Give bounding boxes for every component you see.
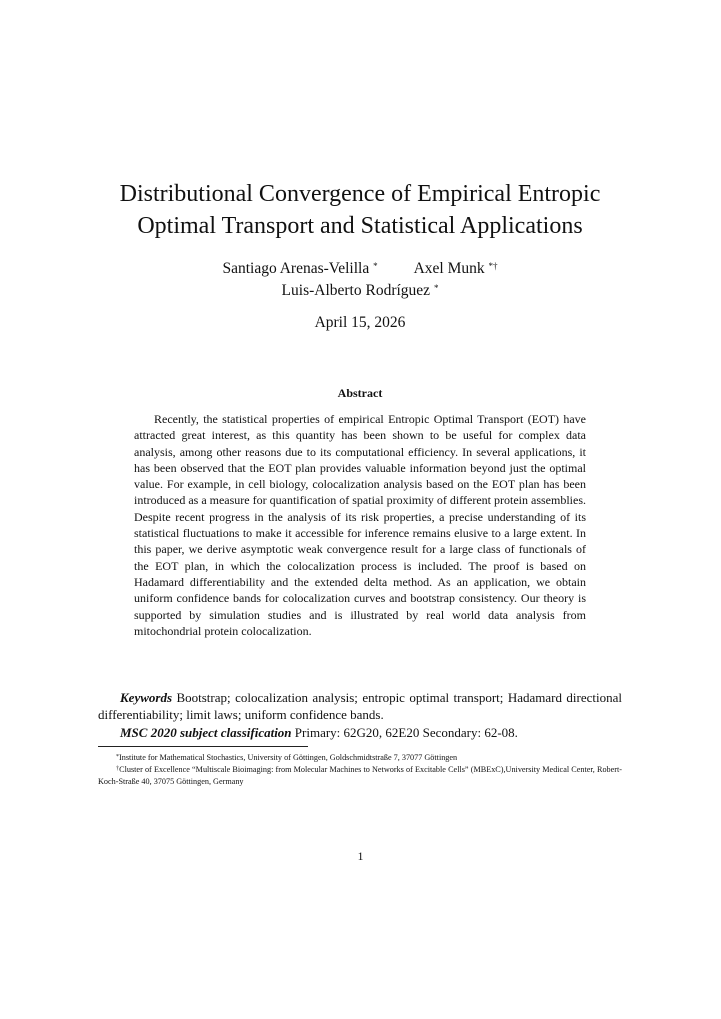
affiliation-mark: *: [433, 283, 439, 293]
keywords-label: Keywords: [120, 690, 172, 705]
msc-classification: [98, 724, 622, 741]
author-name: Santiago Arenas-Velilla: [222, 260, 370, 277]
title-line-2: Optimal Transport and Statistical Applications: [137, 213, 583, 239]
footnote-2: [98, 764, 622, 788]
footnotes: [98, 752, 622, 788]
affiliation-mark: *†: [488, 261, 498, 271]
author-list: [90, 258, 630, 302]
footnote-1: [98, 752, 622, 764]
author-name: Luis-Alberto Rodríguez: [281, 282, 431, 299]
footnote-rule: [98, 746, 308, 747]
keywords-line: [98, 689, 622, 723]
author-1: [222, 258, 377, 280]
abstract-heading: Abstract: [337, 386, 383, 400]
arxiv-identifier-stamp: [14, 480, 34, 500]
footnote-mark: *: [116, 754, 119, 760]
author-2: [414, 258, 498, 280]
keywords-text: Bootstrap; colocalization analysis; entropic optimal transport; Hadamard directional differentiability; limit laws; uniform confidence bands.: [98, 690, 622, 722]
publication-date: April 15, 2026: [314, 314, 406, 331]
msc-label: MSC 2020 subject classification: [120, 725, 292, 740]
title-line-1: Distributional Convergence of Empirical Entropic: [119, 181, 601, 207]
paper-title: [90, 178, 630, 242]
footnote-text: Cluster of Excellence “Multiscale Bioimaging: from Molecular Machines to Networks of Excitable Cells” (MBExC),University Medical Center, Robert-Koch-Straße 40, 37075 Göttingen, Germany: [98, 765, 623, 786]
author-name: Axel Munk: [413, 260, 485, 277]
author-3: [282, 282, 439, 299]
footnote-mark: †: [116, 766, 120, 772]
affiliation-mark: *: [373, 261, 378, 271]
msc-text: Primary: 62G20, 62E20 Secondary: 62-08.: [294, 725, 518, 740]
abstract-text: Recently, the statistical properties of empirical Entropic Optimal Transport (EOT) have attracted great interest, as this quantity has been shown to be useful for complex data analysis, among other reasons due to its computational efficiency. In several applications, it has been observed that the EOT plan provides valuable information beyond just the optimal value. For example, in cell biology, colocalization analysis based on the EOT plan has been introduced as a measure for quantification of spatial proximity of different protein assemblies. Despite recent progress in the analysis of its risk properties, a precise understanding of its statistical fluctuations to make it accessible for inference remains elusive to a large extent. In this paper, we derive asymptotic weak convergence result for a large class of functionals of the EOT plan, in which the colocalization process is included. The proof is based on Hadamard differentiability and the extended delta method. As an application, we obtain uniform confidence bands for colocalization curves and bootstrap consistency. Our theory is supported by simulation studies and is illustrated by real world data analysis from mitochondrial protein colocalization.: [134, 412, 586, 638]
footnote-text: Institute for Mathematical Stochastics, University of Göttingen, Goldschmidtstraße 7, 37077 Göttingen: [119, 753, 458, 762]
page-number: 1: [357, 849, 364, 863]
